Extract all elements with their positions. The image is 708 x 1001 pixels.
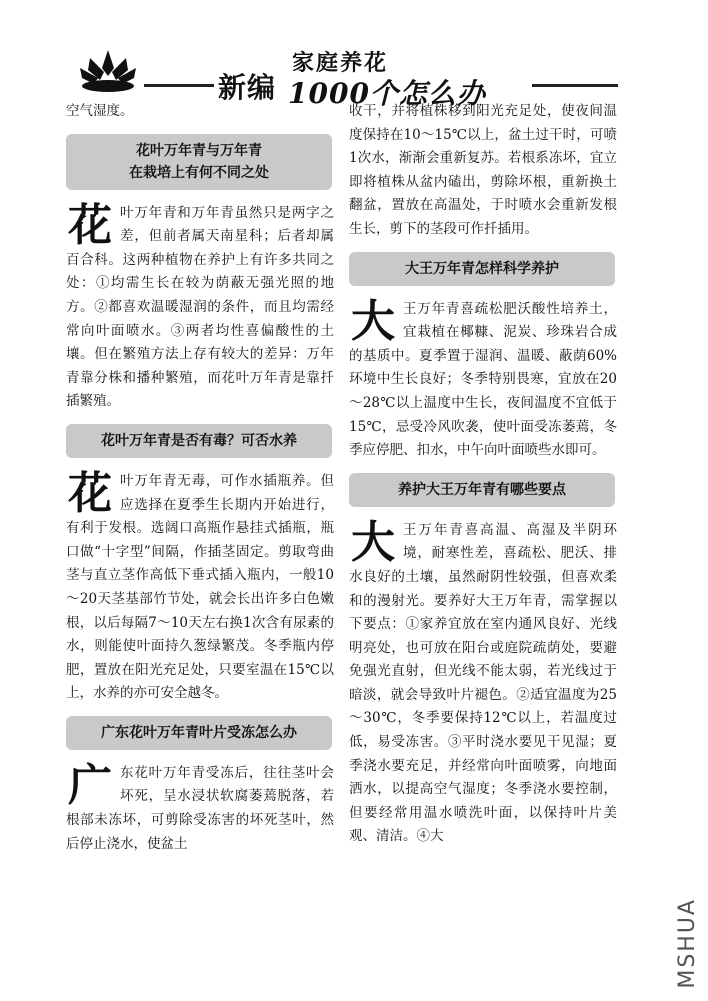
- section-1-body: [66, 199, 334, 414]
- series-title-top: 家庭养花: [292, 50, 389, 76]
- section-heading-4: 大王万年青怎样科学养护: [349, 252, 615, 286]
- dropcap-2: 花: [68, 467, 112, 519]
- section-heading-2: 花叶万年青是否有毒？可否水养: [66, 424, 332, 458]
- section-1-text: 叶万年青和万年青虽然只是两字之差，但前者属天南星科；后者却属百合科。这两种植物在养护上有许多共同之处：①均需生长在较为荫蔽无强光照的地方。②都喜欢温暖湿润的条件，而且均需经常向叶面喷水。③两者均性喜偏酸性的土壤。但在繁殖方法上存有较大的差异：万年青靠分株和播种繁殖，而花叶万年青是靠扦插繁殖。: [66, 204, 334, 410]
- left-column: [66, 100, 334, 856]
- dropcap-3: 广: [68, 759, 112, 811]
- continued-text: 收干，并将植株移到阳光充足处，使夜间温度保持在10～15℃以上，盆土过干时，可喷1次水，渐渐会重新复苏。若根系冻坏，宜立即将植株从盆内磕出，剪除坏根，重新换土翻盆，置放在高温处，于时喷水会重新发根生长，剪下的茎段可作扦插用。: [349, 103, 617, 237]
- section-heading-1: [66, 134, 332, 190]
- section-heading-3: 广东花叶万年青叶片受冻怎么办: [66, 716, 332, 750]
- watermark: MSHUA: [675, 898, 700, 989]
- series-title-bottom: 1000个怎么办: [288, 77, 486, 110]
- section-heading-1-line1: 花叶万年青与万年青: [136, 142, 262, 159]
- section-3-body: [66, 759, 334, 856]
- section-2-body: [66, 467, 334, 706]
- intro-text: 空气湿度。: [66, 103, 134, 119]
- section-2-text: 叶万年青无毒，可作水插瓶养。但应选择在夏季生长期内开始进行，有利于发根。选阔口高瓶作悬挂式插瓶，瓶口做“十字型”间隔，作插茎固定。剪取弯曲茎与直立茎作高低下垂式插入瓶内，一般10～20天茎基部竹节处，就会长出许多白色嫩根，以后每隔7～10天左右换1次含有尿素的水，则能使叶面持久葱绿繁茂。冬季瓶内停肥，置放在阳光充足处，只要室温在15℃以上，水养的亦可安全越冬。: [66, 472, 334, 702]
- dropcap-4: 大: [351, 295, 395, 347]
- page-header: [60, 38, 620, 108]
- section-3-text: 东花叶万年青受冻后，往往茎叶会坏死，呈水浸状软腐萎蔫脱落，若根部未冻坏，可剪除受冻害的坏死茎叶，然后停止浇水，使盆土: [66, 764, 334, 852]
- lotus-logo-icon: [76, 46, 140, 94]
- section-heading-5: 养护大王万年青有哪些要点: [349, 473, 615, 507]
- section-4-text: 王万年青喜疏松肥沃酸性培养土，宜栽植在椰糠、泥炭、珍珠岩合成的基质中。夏季置于湿润、温暖、蔽荫60%环境中生长良好；冬季特别畏寒，宜放在20～28℃以上温度中生长，夜间温度不宜低于15℃，忌受冷风吹袭，使叶面受冻萎蔫，冬季应停肥、扣水，中午向叶面喷些水即可。: [349, 300, 617, 459]
- series-title-new: 新编: [218, 71, 277, 104]
- dropcap-1: 花: [68, 199, 112, 251]
- section-5-text: 王万年青喜高温、高湿及半阴环境，耐寒性差，喜疏松、肥沃、排水良好的土壤，虽然耐阴性较强，但喜欢柔和的漫射光。要养好大王万年青，需掌握以下要点：①家养宜放在室内通风良好、光线明亮处，也可放在阳台或庭院疏荫处，要避免强光直射，但光线不能太弱，若光线过于暗淡，就会导致叶片褪色。②适宜温度为25～30℃，冬季要保持12℃以上，若温度过低，易受冻害。③平时浇水要见干见湿；夏季浇水要充足，并经常向叶面喷雾，向地面洒水，以提高空气湿度；冬季浇水要控制，但要经常用温水喷洗叶面，以保持叶片美观、清洁。④大: [349, 521, 617, 845]
- header-rule-right: [532, 84, 618, 87]
- right-column: [349, 100, 617, 849]
- section-heading-1-line2: 在栽培上有何不同之处: [129, 164, 269, 181]
- section-5-body: [349, 516, 617, 849]
- section-4-body: [349, 295, 617, 463]
- header-rule-left: [144, 84, 214, 87]
- dropcap-5: 大: [351, 516, 395, 568]
